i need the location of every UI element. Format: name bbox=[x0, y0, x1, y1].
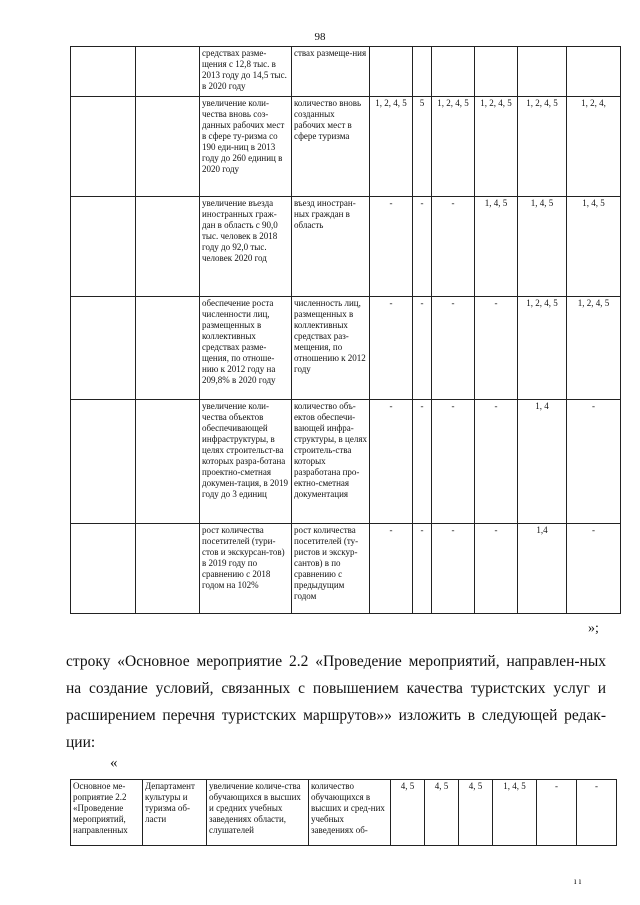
indicator-cell: увеличение количе-ства обучающихся в высших и средних учебных заведениях области, слушателей bbox=[207, 780, 309, 846]
value-cell: - bbox=[432, 524, 475, 614]
table-row bbox=[71, 297, 621, 400]
value-cell: - bbox=[432, 297, 475, 400]
empty-cell bbox=[136, 297, 200, 400]
value-cell: - bbox=[413, 297, 432, 400]
table-row bbox=[71, 197, 621, 297]
value-cell bbox=[475, 47, 518, 97]
value-cell: 1, 2, 4, 5 bbox=[518, 97, 567, 197]
indicator-cell: средствах разме-щения с 12,8 тыс. в 2013 году до 14,5 тыс. в 2020 году bbox=[200, 47, 292, 97]
value-cell: - bbox=[370, 297, 413, 400]
value-cell bbox=[432, 47, 475, 97]
value-cell: 1, 2, 4, 5 bbox=[475, 97, 518, 197]
indicator-cell: обеспечение роста численности лиц, размещенных в коллективных средствах разме-щения, по отноше-нию к 2012 году на 209,8% в 2020 году bbox=[200, 297, 292, 400]
table-row bbox=[71, 400, 621, 524]
value-cell: - bbox=[567, 524, 621, 614]
value-cell: 5 bbox=[413, 97, 432, 197]
value-cell: - bbox=[537, 780, 577, 846]
page-number: 98 bbox=[314, 31, 326, 43]
indicator-cell: увеличение коли-чества объектов обеспечивающей инфраструктуры, в целях строительст-ва которых разра-ботана проектно-сметная докумен-тация, в 2019 году до 3 единиц bbox=[200, 400, 292, 524]
value-cell: 1, 2, 4, 5 bbox=[370, 97, 413, 197]
value-cell: 1, 4, 5 bbox=[475, 197, 518, 297]
value-cell: 1, 2, 4, bbox=[567, 97, 621, 197]
value-cell: 4, 5 bbox=[459, 780, 493, 846]
value-cell: 1, 2, 4, 5 bbox=[567, 297, 621, 400]
main-activity-table bbox=[70, 779, 617, 846]
value-cell: 1, 4, 5 bbox=[567, 197, 621, 297]
value-cell: - bbox=[370, 400, 413, 524]
measure-cell: количество объ-ектов обеспечи-вающей инфра-структуры, в целях строитель-ства которых разработана про-ектно-сметная документация bbox=[292, 400, 370, 524]
value-cell: - bbox=[475, 524, 518, 614]
indicator-cell: рост количества посетителей (тури-стов и экскурсан-тов) в 2019 году по сравнению с 2018 годом на 102% bbox=[200, 524, 292, 614]
measure-cell: количество вновь созданных рабочих мест в сфере туризма bbox=[292, 97, 370, 197]
empty-cell bbox=[136, 197, 200, 297]
empty-cell bbox=[71, 197, 136, 297]
measure-cell: рост количества посетителей (ту-ристов и экскур-сантов) в по сравнению с предыдущим годом bbox=[292, 524, 370, 614]
empty-cell bbox=[71, 97, 136, 197]
value-cell: 1, 4, 5 bbox=[518, 197, 567, 297]
value-cell: - bbox=[432, 197, 475, 297]
empty-cell bbox=[71, 400, 136, 524]
value-cell: - bbox=[413, 197, 432, 297]
table-row bbox=[71, 524, 621, 614]
value-cell: 4, 5 bbox=[391, 780, 425, 846]
value-cell: 1, 2, 4, 5 bbox=[518, 297, 567, 400]
value-cell: - bbox=[370, 524, 413, 614]
value-cell: 1, 4, 5 bbox=[493, 780, 537, 846]
value-cell: - bbox=[567, 400, 621, 524]
empty-cell bbox=[71, 47, 136, 97]
value-cell: - bbox=[432, 400, 475, 524]
activity-cell: Основное ме-роприятие 2.2 «Проведение мероприятий, направленных bbox=[71, 780, 143, 846]
value-cell: - bbox=[577, 780, 617, 846]
table-row bbox=[71, 47, 621, 97]
value-cell bbox=[567, 47, 621, 97]
table-row bbox=[71, 97, 621, 197]
indicator-cell: увеличение коли-чества вновь соз-данных рабочих мест в сфере ту-ризма со 190 еди-ниц в 2013 году до 260 единиц в 2020 году bbox=[200, 97, 292, 197]
value-cell: 4, 5 bbox=[425, 780, 459, 846]
closing-mark: »; bbox=[588, 621, 599, 636]
executor-cell: Департамент культуры и туризма об-ласти bbox=[143, 780, 207, 846]
empty-cell bbox=[136, 47, 200, 97]
empty-cell bbox=[136, 97, 200, 197]
value-cell: - bbox=[370, 197, 413, 297]
indicator-cell: увеличение въезда иностранных граж-дан в область с 90,0 тыс. человек в 2018 году до 92,0 тыс. человек 2020 год bbox=[200, 197, 292, 297]
value-cell: 1, 2, 4, 5 bbox=[432, 97, 475, 197]
value-cell bbox=[518, 47, 567, 97]
value-cell: - bbox=[413, 400, 432, 524]
value-cell: - bbox=[475, 297, 518, 400]
measures-table bbox=[70, 46, 621, 614]
measure-cell: ствах размеще-ния bbox=[292, 47, 370, 97]
value-cell: - bbox=[413, 524, 432, 614]
value-cell: 1, 4 bbox=[518, 400, 567, 524]
empty-cell bbox=[136, 400, 200, 524]
measure-cell: въезд иностран-ных граждан в область bbox=[292, 197, 370, 297]
value-cell: 1,4 bbox=[518, 524, 567, 614]
value-cell bbox=[413, 47, 432, 97]
value-cell bbox=[370, 47, 413, 97]
empty-cell bbox=[71, 297, 136, 400]
footer-mark: ı ı bbox=[574, 876, 582, 886]
value-cell: - bbox=[475, 400, 518, 524]
body-paragraph: строку «Основное мероприятие 2.2 «Проведение мероприятий, направлен-ных на создание условий, связанных с повышением качества туристских услуг и расширением перечня туристских маршрутов»» изложить в следующей редак-ции: bbox=[66, 653, 606, 751]
empty-cell bbox=[71, 524, 136, 614]
measure-cell: количество обучающихся в высших и сред-них учебных заведениях об- bbox=[309, 780, 391, 846]
opening-quote: « bbox=[110, 755, 118, 771]
empty-cell bbox=[136, 524, 200, 614]
measure-cell: численность лиц, размещенных в коллективных средствах раз-мещения, по отношению к 2012 году bbox=[292, 297, 370, 400]
table-row bbox=[71, 780, 617, 846]
